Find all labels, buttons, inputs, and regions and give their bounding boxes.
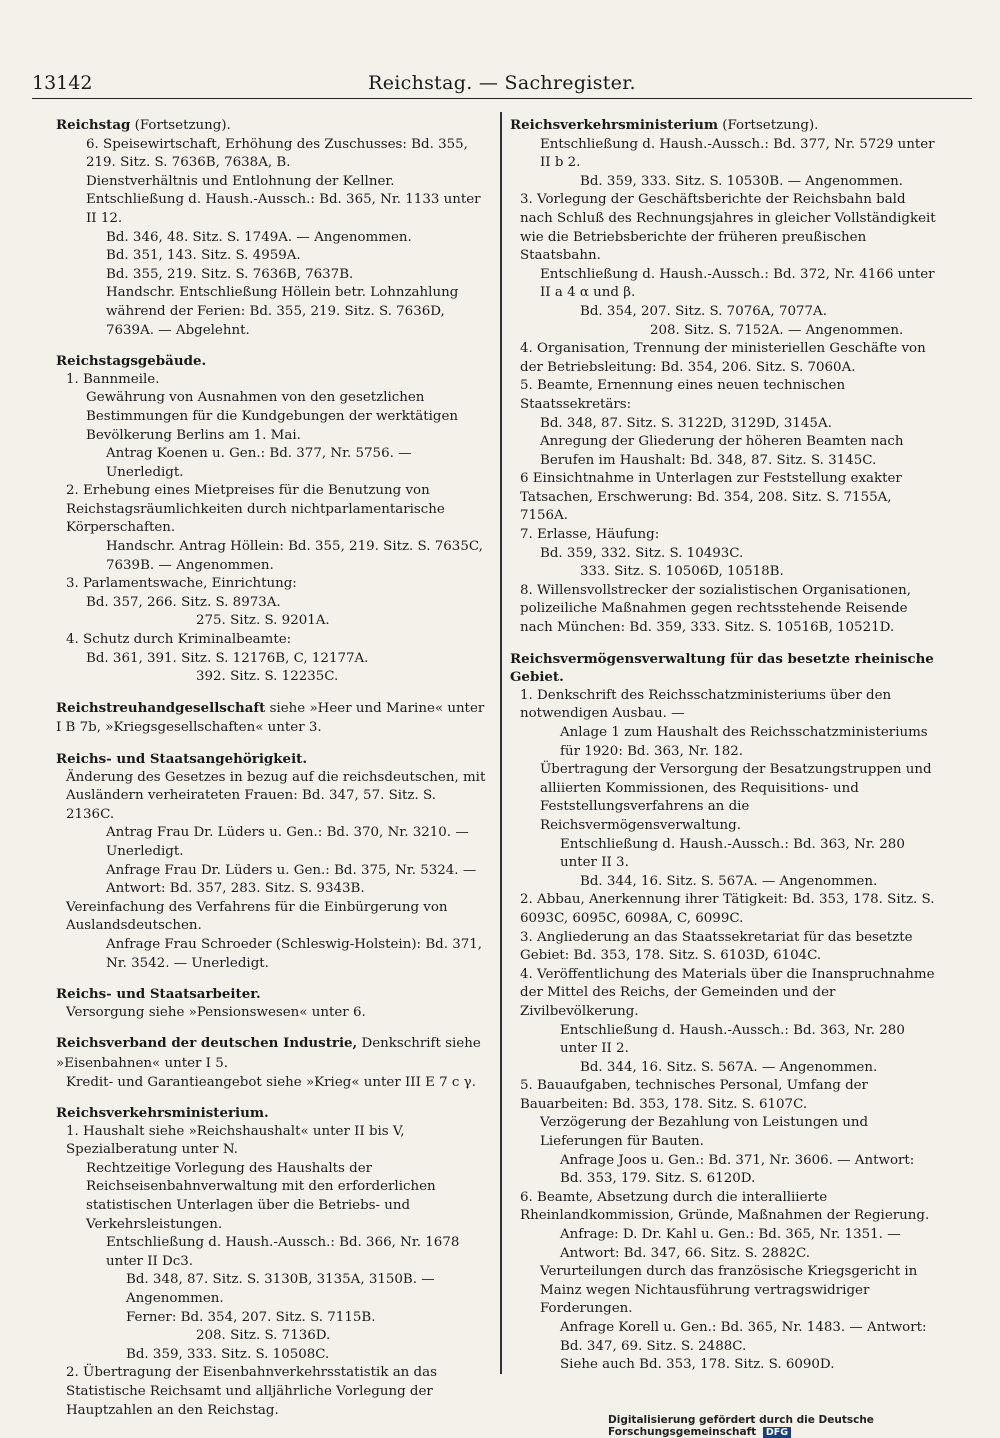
footer — [608, 1414, 1000, 1438]
entry-text: Antrag Koenen u. Gen.: Bd. 377, Nr. 5756. — Unerledigt. — [106, 446, 412, 480]
index-heading — [56, 1104, 488, 1123]
entry-text: Anregung der Gliederung der höheren Beamten nach Berufen im Haushalt: Bd. 348, 87. Sitz. S. 3145C. — [540, 434, 904, 468]
index-entry — [56, 284, 488, 340]
entry-text: Verurteilungen durch das französische Kriegsgericht in Mainz wegen Nichtausführung vertragswidriger Forderungen. — [540, 1264, 918, 1317]
index-entry — [510, 173, 938, 192]
index-entry — [510, 836, 938, 873]
index-entry — [56, 936, 488, 973]
entry-text: Bd. 355, 219. Sitz. S. 7636B, 7637B. — [106, 266, 354, 282]
entry-text: 2. Abbau, Anerkennung ihrer Tätigkeit: Bd. 353, 178. Sitz. S. 6093C, 6095C, 6098A, C, 6099C. — [520, 892, 935, 926]
index-entry — [56, 594, 488, 613]
page-number: 13142 — [32, 72, 93, 94]
entry-text: Reichs- und Staatsarbeiter. — [56, 986, 261, 1003]
index-entry — [56, 538, 488, 575]
index-entry — [510, 761, 938, 835]
index-entry — [510, 1319, 938, 1356]
index-entry — [510, 873, 938, 892]
entry-text: 208. Sitz. S. 7152A. — Angenommen. — [650, 322, 904, 338]
index-entry — [56, 247, 488, 266]
entry-text: 6. Speisewirtschaft, Erhöhung des Zuschusses: Bd. 355, 219. Sitz. S. 7636B, 7638A, B. — [86, 136, 468, 171]
page-header — [32, 68, 972, 99]
entry-text: Entschließung d. Haush.-Aussch.: Bd. 377, Nr. 5729 unter II b 2. — [540, 136, 935, 171]
entry-text: 2. Übertragung der Eisenbahnverkehrsstatistik an das Statistische Reichsamt und alljährliche Vorlegung der Hauptzahlen an den Reichstag. — [66, 1365, 437, 1418]
index-entry — [56, 371, 488, 390]
index-entry — [510, 303, 938, 322]
entry-text: Kredit- und Garantieangebot siehe »Krieg« unter III E 7 c γ. — [66, 1074, 476, 1090]
heading-continuation: siehe »Heer und Marine« unter I B 7b, »Kriegsgesellschaften« unter 3. — [56, 700, 485, 736]
index-entry — [56, 769, 488, 825]
entry-text: Entschließung d. Haush.-Aussch.: Bd. 372, Nr. 4166 unter II a 4 α und β. — [540, 266, 935, 301]
index-entry — [56, 1364, 488, 1420]
index-entry — [56, 1074, 488, 1093]
index-heading — [510, 650, 938, 687]
index-entry — [56, 229, 488, 248]
entry-text: 1. Denkschrift des Reichsschatzministeriums über den notwendigen Ausbau. — — [520, 687, 892, 722]
entry-text: Entschließung d. Haush.-Aussch.: Bd. 366, Nr. 1678 unter II Dc3. — [106, 1235, 460, 1269]
entry-text: Siehe auch Bd. 353, 178. Sitz. S. 6090D. — [560, 1357, 835, 1373]
entry-text: Bd. 361, 391. Sitz. S. 12176B, C, 12177A. — [86, 650, 369, 666]
entry-text: 392. Sitz. S. 12235C. — [196, 669, 339, 685]
entry-text: 6. Beamte, Absetzung durch die interalliierte Rheinlandkommission, Gründe, Maßnahmen der Regierung. — [520, 1189, 930, 1224]
entry-text: 1. Haushalt siehe »Reichshaushalt« unter II bis V, Spezialberatung unter N. — [66, 1123, 405, 1158]
entry-text: Entschließung d. Haush.-Aussch.: Bd. 363, Nr. 280 unter II 3. — [560, 836, 905, 871]
entry-text: Reichstag — [56, 117, 131, 133]
index-entry — [510, 470, 938, 526]
entry-text: 1. Bannmeile. — [66, 371, 160, 387]
index-entry — [510, 415, 938, 434]
index-entry — [56, 482, 488, 538]
entry-text: Reichsverkehrsministerium. — [56, 1105, 269, 1122]
index-entry — [510, 191, 938, 265]
index-entry — [510, 1226, 938, 1263]
index-entry — [510, 433, 938, 470]
entry-text: Bd. 351, 143. Sitz. S. 4959A. — [106, 248, 301, 264]
index-entry — [56, 650, 488, 669]
entry-text: Vereinfachung des Verfahrens für die Einbürgerung von Auslandsdeutschen. — [66, 899, 448, 934]
entry-text: 6 Einsichtnahme in Unterlagen zur Feststellung exakter Tatsachen, Erschwerung: Bd. 354, 208. Sitz. S. 7155A, 7156A. — [520, 471, 902, 524]
entry-text: Reichsverband der deutschen Industrie, — [56, 1035, 358, 1052]
entry-text: 5. Bauaufgaben, technisches Personal, Umfang der Bauarbeiten: Bd. 353, 178. Sitz. S. 6107C. — [520, 1078, 868, 1112]
entry-text: Bd. 359, 332. Sitz. S. 10493C. — [540, 545, 744, 561]
footer-text: Digitalisierung gefördert durch die Deutsche Forschungsgemeinschaft — [608, 1414, 874, 1438]
entry-text: Bd. 348, 87. Sitz. S. 3122D, 3129D, 3145A. — [540, 415, 832, 431]
entry-text: 4. Schutz durch Kriminalbeamte: — [66, 632, 292, 648]
index-entry — [56, 1004, 488, 1023]
entry-text: Anlage 1 zum Haushalt des Reichsschatzministeriums für 1920: Bd. 363, Nr. 182. — [560, 725, 928, 759]
index-entry — [510, 545, 938, 564]
dfg-logo: DFG — [763, 1427, 791, 1438]
index-entry — [56, 1123, 488, 1160]
entry-text: Reichsvermögensverwaltung für das besetzte rheinische Gebiet. — [510, 650, 934, 686]
index-entry — [56, 1160, 488, 1234]
index-entry — [510, 1263, 938, 1319]
entry-text: 3. Angliederung an das Staatssekretariat für das besetzte Gebiet: Bd. 353, 178. Sitz. S. 6103D, 6104C. — [520, 929, 913, 964]
entry-text: 4. Organisation, Trennung der ministeriellen Geschäfte von der Betriebsleitung: Bd. 354, 206. Sitz. S. 7060A. — [520, 341, 926, 375]
entry-text: Bd. 344, 16. Sitz. S. 567A. — Angenommen. — [580, 873, 878, 889]
entry-text: Versorgung siehe »Pensionswesen« unter 6. — [66, 1004, 366, 1020]
entry-text: Dienstverhältnis und Entlohnung der Kellner. — [86, 173, 395, 189]
index-heading — [510, 116, 938, 136]
entry-text: Bd. 354, 207. Sitz. S. 7076A, 7077A. — [580, 303, 827, 319]
left-column — [56, 116, 488, 1420]
index-entry — [510, 526, 938, 545]
index-entry — [56, 1234, 488, 1271]
entry-text: 333. Sitz. S. 10506D, 10518B. — [580, 564, 784, 580]
index-entry — [510, 966, 938, 1022]
index-heading — [56, 750, 488, 769]
entry-text: Ferner: Bd. 354, 207. Sitz. S. 7115B. — [126, 1309, 376, 1325]
entry-text: Anfrage Korell u. Gen.: Bd. 365, Nr. 1483. — Antwort: Bd. 347, 69. Sitz. S. 2488C. — [560, 1320, 927, 1354]
heading-continuation: (Fortsetzung). — [718, 118, 819, 133]
index-entry — [56, 389, 488, 445]
right-column — [510, 116, 938, 1375]
entry-text: Handschr. Antrag Höllein: Bd. 355, 219. Sitz. S. 7635C, 7639B. — Angenommen. — [106, 539, 483, 573]
entry-text: 3. Parlamentswache, Einrichtung: — [66, 576, 297, 592]
entry-text: Änderung des Gesetzes in bezug auf die reichsdeutschen, mit Ausländern verheirateten Frauen: Bd. 347, 57. Sitz. S. 2136C. — [66, 769, 486, 822]
entry-text: Antrag Frau Dr. Lüders u. Gen.: Bd. 370, Nr. 3210. — Unerledigt. — [106, 825, 469, 859]
index-entry — [510, 891, 938, 928]
index-entry — [510, 1077, 938, 1114]
entry-text: Entschließung d. Haush.-Aussch.: Bd. 363, Nr. 280 unter II 2. — [560, 1022, 905, 1057]
index-entry — [56, 445, 488, 482]
entry-text: Bd. 344, 16. Sitz. S. 567A. — Angenommen. — [580, 1059, 878, 1075]
index-entry — [510, 582, 938, 638]
index-entry — [56, 668, 488, 687]
index-entry — [56, 1309, 488, 1328]
page-title: Reichstag. — Sachregister. — [368, 72, 636, 94]
index-heading — [56, 699, 488, 738]
entry-text: 275. Sitz. S. 9201A. — [196, 613, 330, 629]
entry-text: Anfrage: D. Dr. Kahl u. Gen.: Bd. 365, Nr. 1351. — Antwort: Bd. 347, 66. Sitz. S. 2882C. — [560, 1227, 901, 1261]
index-entry — [56, 1346, 488, 1365]
index-entry — [56, 136, 488, 173]
entry-text: Reichsverkehrsministerium — [510, 117, 719, 133]
index-entry — [56, 1271, 488, 1308]
entry-text: Anfrage Frau Schroeder (Schleswig-Holstein): Bd. 371, Nr. 3542. — Unerledigt. — [106, 936, 483, 971]
index-entry — [56, 575, 488, 594]
entry-text: Reichstagsgebäude. — [56, 353, 207, 370]
entry-text: 3. Vorlegung der Geschäftsberichte der Reichsbahn bald nach Schluß des Rechnungsjahres in gleicher Vollständigkeit wie die Betriebsberichte der früheren preußischen Staatsbahn. — [520, 192, 936, 264]
entry-text: 5. Beamte, Ernennung eines neuen technischen Staatssekretärs: — [520, 378, 846, 412]
entry-text: Handschr. Entschließung Höllein betr. Lohnzahlung während der Ferien: Bd. 355, 219. Sitz. S. 7636D, 7639A. — Abgelehnt. — [106, 285, 459, 338]
index-entry — [56, 899, 488, 936]
index-entry — [510, 266, 938, 303]
index-heading — [56, 352, 488, 371]
entry-text: Anfrage Joos u. Gen.: Bd. 371, Nr. 3606. — Antwort: Bd. 353, 179. Sitz. S. 6120D. — [560, 1152, 915, 1187]
entry-text: Übertragung der Versorgung der Besatzungstruppen und alliierten Kommissionen, des Requisitions- und Feststellungsverfahrens an die Reichsvermögensverwaltung. — [540, 762, 932, 833]
index-entry — [56, 191, 488, 228]
index-entry — [510, 1114, 938, 1151]
index-entry — [510, 322, 938, 341]
entry-text: 2. Erhebung eines Mietpreises für die Benutzung von Reichstagsräumlichkeiten durch nichtparlamentarische Körperschaften. — [66, 483, 445, 536]
heading-continuation: Denkschrift siehe »Eisenbahnen« unter I 5. — [56, 1036, 481, 1071]
index-heading — [56, 116, 488, 136]
entry-text: 4. Veröffentlichung des Materials über die Inanspruchnahme der Mittel des Reichs, der Gemeinden und der Zivilbevölkerung. — [520, 966, 935, 1019]
heading-continuation: (Fortsetzung). — [130, 118, 231, 133]
index-entry — [56, 631, 488, 650]
entry-text: Anfrage Frau Dr. Lüders u. Gen.: Bd. 375, Nr. 5324. — Antwort: Bd. 357, 283. Sitz. S. 9343B. — [106, 862, 477, 897]
index-entry — [56, 266, 488, 285]
entry-text: Reichs- und Staatsangehörigkeit. — [56, 751, 308, 767]
index-heading — [56, 1034, 488, 1073]
entry-text: Bd. 346, 48. Sitz. S. 1749A. — Angenommen. — [106, 229, 412, 245]
index-entry — [510, 724, 938, 761]
index-entry — [510, 929, 938, 966]
entry-text: Bd. 348, 87. Sitz. S. 3130B, 3135A, 3150B. — Angenommen. — [126, 1272, 435, 1307]
entry-text: Verzögerung der Bezahlung von Leistungen und Lieferungen für Bauten. — [540, 1115, 869, 1150]
index-entry — [56, 612, 488, 631]
entry-text: Reichstreuhandgesellschaft — [56, 699, 266, 716]
index-entry — [510, 340, 938, 377]
index-entry — [510, 1189, 938, 1226]
index-entry — [56, 824, 488, 861]
index-entry — [510, 1022, 938, 1059]
entry-text: 208. Sitz. S. 7136D. — [196, 1328, 331, 1344]
index-entry — [510, 1059, 938, 1078]
index-entry — [510, 1356, 938, 1375]
entry-text: Bd. 357, 266. Sitz. S. 8973A. — [86, 594, 281, 610]
entry-text: Bd. 359, 333. Sitz. S. 10508C. — [126, 1346, 330, 1362]
index-entry — [56, 173, 488, 192]
entry-text: Rechtzeitige Vorlegung des Haushalts der Reichseisenbahnverwaltung mit den erforderlichen statistischen Unterlagen über die Betriebs- und Verkehrsleistungen. — [86, 1160, 436, 1232]
index-entry — [510, 687, 938, 724]
index-heading — [56, 985, 488, 1004]
column-divider — [500, 112, 502, 1374]
index-entry — [56, 1327, 488, 1346]
entry-text: Bd. 359, 333. Sitz. S. 10530B. — Angenommen. — [580, 173, 903, 189]
index-entry — [510, 1152, 938, 1189]
entry-text: Gewährung von Ausnahmen von den gesetzlichen Bestimmungen für die Kundgebungen der werktätigen Bevölkerung Berlins am 1. Mai. — [86, 390, 459, 443]
entry-text: 8. Willensvollstrecker der sozialistischen Organisationen, polizeiliche Maßnahmen gegen rechtsstehende Reisende nach München: Bd. 359, 333. Sitz. S. 10516B, 10521D. — [520, 582, 911, 636]
index-entry — [56, 862, 488, 899]
index-entry — [510, 377, 938, 414]
index-entry — [510, 136, 938, 173]
entry-text: 7. Erlasse, Häufung: — [520, 527, 660, 543]
entry-text: Entschließung d. Haush.-Aussch.: Bd. 365, Nr. 1133 unter II 12. — [86, 192, 481, 226]
index-entry — [510, 563, 938, 582]
